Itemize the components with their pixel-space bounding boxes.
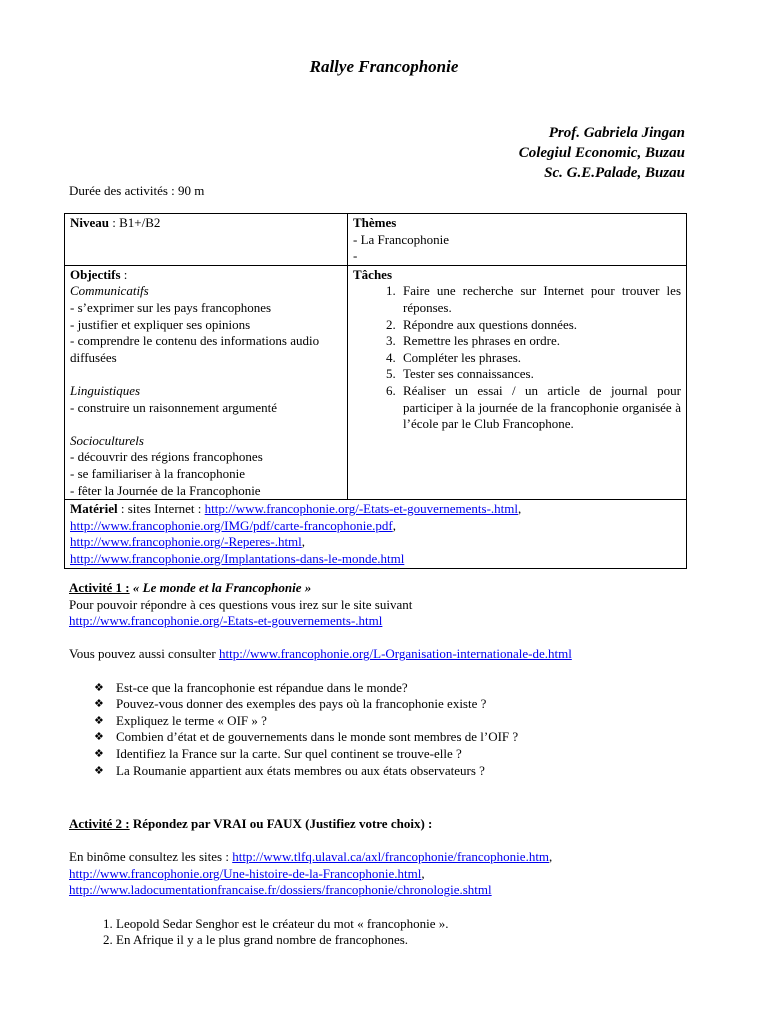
- linguistiques-item: - construire un raisonnement argumenté: [70, 399, 277, 415]
- activite-2-label: Activité 2 :: [69, 816, 130, 831]
- socioculturels-label: Socioculturels: [70, 432, 144, 448]
- themes-label: Thèmes: [353, 215, 397, 230]
- question-item: ❖ Combien d’état et de gouvernements dans le monde sont membres de l’OIF ?: [94, 729, 519, 745]
- question-item: ❖ La Roumanie appartient aux états membres ou aux états observateurs ?: [94, 762, 485, 778]
- vrai-faux-item: 2. En Afrique il y a le plus grand nombre de francophones.: [116, 932, 686, 949]
- niveau-cell: [65, 214, 348, 266]
- communicatifs-label: Communicatifs: [70, 283, 149, 299]
- objectifs-cell: [65, 265, 348, 499]
- tache-item: 6. Réaliser un essai / un article de journal pour participer à la journée de la francophonie organisée à l’école par le Club Francophone.: [399, 383, 681, 433]
- themes-item: - La Francophonie: [353, 231, 450, 247]
- author-name: Prof. Gabriela Jingan: [548, 125, 685, 141]
- activite-1-consult: Vous pouvez aussi consulter: [69, 646, 219, 662]
- question-item: ❖ Pouvez-vous donner des exemples des pays où la francophonie existe ?: [94, 696, 487, 712]
- document-title: Rallye Francophonie: [309, 57, 459, 76]
- diamond-bullet-icon: ❖: [94, 680, 104, 694]
- materiel-cell: Matériel : sites Internet : http://www.francophonie.org/-Etats-et-gouvernements-.html, http://www.francophonie.org/IMG/pdf/carte-francophonie.pdf, http://www.francophonie.org/-Reperes-.html, http://www.francophonie.org/Implantations-dans-le-monde.html: [65, 500, 687, 569]
- materiel-link[interactable]: http://www.francophonie.org/Implantations-dans-le-monde.html: [70, 550, 405, 566]
- activite-2-intro: En binôme consultez les sites :: [69, 849, 233, 865]
- tache-item: 5. Tester ses connaissances.: [399, 366, 681, 383]
- activite-2-items: [69, 916, 686, 949]
- activite-2-title: Répondez par VRAI ou FAUX (Justifiez votre choix) :: [129, 816, 433, 831]
- niveau-label: Niveau: [70, 215, 109, 230]
- activite-1-questions: [69, 680, 686, 780]
- question-item: ❖ Est-ce que la francophonie est répandue dans le monde?: [94, 679, 408, 695]
- activite-1-title: « Le monde et la Francophonie »: [129, 580, 312, 595]
- materiel-prefix: : sites Internet :: [117, 501, 205, 517]
- tache-item: 2. Répondre aux questions données.: [399, 317, 681, 334]
- activite-2-section: Activité 2 : Répondez par VRAI ou FAUX (Justifiez votre choix) : En binôme consultez les sites : http://www.tlfq.ulaval.ca/axl/francophonie/francophonie.htm, http://www.francophonie.org/Une-histoire-de-la-Francophonie.html, http://www.ladocumentationfrancaise.fr/dossiers/francophonie/chronologie.shtml 1. Leopold Sedar Senghor est le créateur du mot « francophonie ». 2. En Afrique il y a le plus grand nombre de francophones.: [69, 816, 686, 949]
- taches-cell: [348, 265, 687, 499]
- activite-1-label: Activité 1 :: [69, 580, 130, 595]
- diamond-bullet-icon: ❖: [94, 697, 104, 711]
- diamond-bullet-icon: ❖: [94, 746, 104, 760]
- activite-2-link[interactable]: http://www.tlfq.ulaval.ca/axl/francophonie/francophonie.htm: [232, 849, 550, 865]
- socioculturels-item: - fêter la Journée de la Francophonie: [70, 482, 261, 498]
- materiel-link[interactable]: http://www.francophonie.org/-Reperes-.html: [70, 534, 302, 550]
- activite-1-intro: Pour pouvoir répondre à ces questions vous irez sur le site suivant: [69, 596, 413, 612]
- activite-2-link[interactable]: http://www.ladocumentationfrancaise.fr/dossiers/francophonie/chronologie.shtml: [69, 882, 492, 898]
- tache-item: 1. Faire une recherche sur Internet pour trouver les réponses.: [399, 283, 681, 316]
- objectifs-colon: :: [120, 266, 128, 282]
- activite-2-heading: [69, 816, 686, 833]
- lesson-plan-table: [64, 213, 687, 569]
- diamond-bullet-icon: ❖: [94, 713, 104, 727]
- question-item: ❖ Expliquez le terme « OIF » ?: [94, 712, 267, 728]
- socioculturels-item: - découvrir des régions francophones: [70, 449, 263, 465]
- activite-1-link[interactable]: http://www.francophonie.org/-Etats-et-gouvernements-.html: [69, 613, 383, 629]
- objectifs-label: Objectifs: [70, 266, 121, 282]
- tache-item: 3. Remettre les phrases en ordre.: [399, 333, 681, 350]
- materiel-link[interactable]: http://www.francophonie.org/-Etats-et-gouvernements-.html: [204, 501, 519, 517]
- activite-1-heading: [69, 580, 686, 597]
- diamond-bullet-icon: ❖: [94, 763, 104, 777]
- socioculturels-item: - se familiariser à la francophonie: [70, 465, 246, 481]
- communicatifs-item: - justifier et expliquer ses opinions: [70, 316, 251, 332]
- communicatifs-item: - s’exprimer sur les pays francophones: [70, 299, 272, 315]
- tache-item: 4. Compléter les phrases.: [399, 350, 681, 367]
- materiel-link[interactable]: http://www.francophonie.org/IMG/pdf/carte-francophonie.pdf: [70, 517, 393, 533]
- activite-1-link-2[interactable]: http://www.francophonie.org/L-Organisation-internationale-de.html: [218, 646, 572, 662]
- themes-cell: [348, 214, 687, 266]
- linguistiques-label: Linguistiques: [70, 382, 141, 398]
- diamond-bullet-icon: ❖: [94, 730, 104, 744]
- vrai-faux-item: 1. Leopold Sedar Senghor est le créateur du mot « francophonie ».: [116, 916, 686, 933]
- themes-item: -: [353, 248, 358, 264]
- communicatifs-item: - comprendre le contenu des informations audio diffusées: [70, 333, 320, 365]
- question-item: ❖ Identifiez la France sur la carte. Sur quel continent se trouve-elle ?: [94, 745, 462, 761]
- activite-2-link[interactable]: http://www.francophonie.org/Une-histoire-de-la-Francophonie.html: [69, 865, 422, 881]
- taches-label: Tâches: [353, 266, 392, 282]
- activite-1-section: [69, 580, 686, 779]
- author-school-2: Sc. G.E.Palade, Buzau: [544, 165, 685, 181]
- activity-duration: Durée des activités : 90 m: [69, 183, 205, 198]
- materiel-label: Matériel: [70, 501, 118, 517]
- author-school: Colegiul Economic, Buzau: [518, 145, 685, 161]
- taches-list: [353, 283, 681, 432]
- niveau-value: : B1+/B2: [109, 215, 161, 230]
